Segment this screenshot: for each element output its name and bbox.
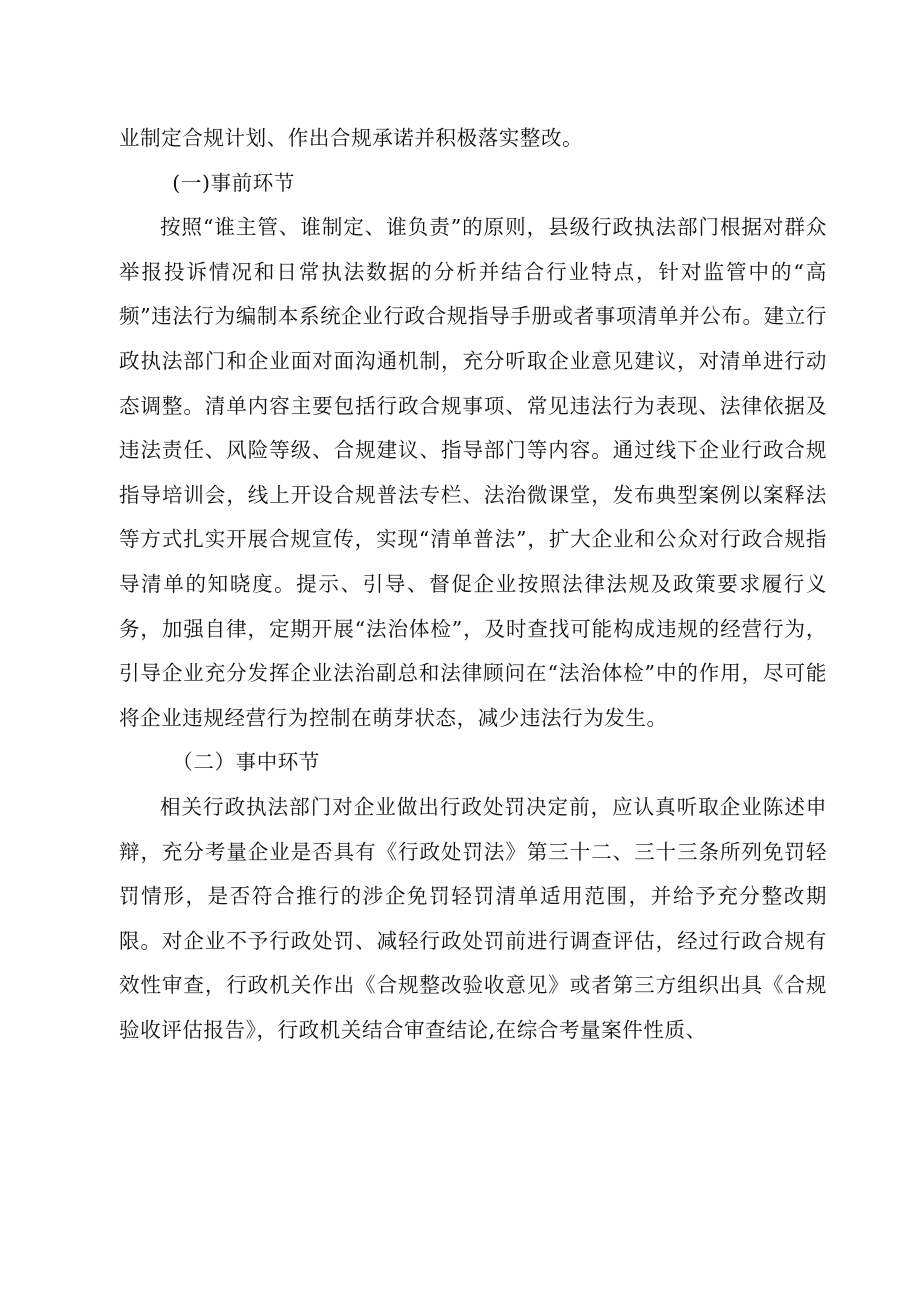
section-heading-mid-stage: （二）事中环节 <box>172 750 320 775</box>
paragraph-pre-stage-body: 按照“谁主管、谁制定、谁负责”的原则，县级行政执法部门根据对群众举报投诉情况和日常执法数据的分析并结合行业特点，针对监管中的“高频”违法行为编制本系统企业行政合规指导手册或者事项清单并公布。建立行政执法部门和企业面对面沟通机制，充分听取企业意见建议，对清单进行动态调整。清单内容主要包括行政合规事项、常见违法行为表现、法律依据及违法责任、风险等级、合规建议、指导部门等内容。通过线下企业行政合规指导培训会，线上开设合规普法专栏、法治微课堂，发布典型案例以案释法等方式扎实开展合规宣传，实现“清单普法”，扩大企业和公众对行政合规指导清单的知晓度。提示、引导、督促企业按照法律法规及政策要求履行义务，加强自律，定期开展“法治体检”，及时查找可能构成违规的经营行为，引导企业充分发挥企业法治副总和法律顾问在“法治体检”中的作用，尽可能将企业违规经营行为控制在萌芽状态，减少违法行为发生。 <box>119 215 827 730</box>
document-body <box>119 116 827 1052</box>
paragraph-continuation: 业制定合规计划、作出合规承诺并积极落实整改。 <box>119 126 584 150</box>
paragraph-mid-stage-body: 相关行政执法部门对企业做出行政处罚决定前，应认真听取企业陈述申辩，充分考量企业是否具有《行政处罚法》第三十二、三十三条所列免罚轻罚情形，是否符合推行的涉企免罚轻罚清单适用范围，并给予充分整改期限。对企业不予行政处罚、减轻行政处罚前进行调查评估，经过行政合规有效性审查，行政机关作出《合规整改验收意见》或者第三方组织出具《合规验收评估报告》，行政机关结合审查结论,在综合考量案件性质、 <box>119 794 827 1042</box>
section-heading-pre-stage: (一)事前环节 <box>172 170 295 195</box>
